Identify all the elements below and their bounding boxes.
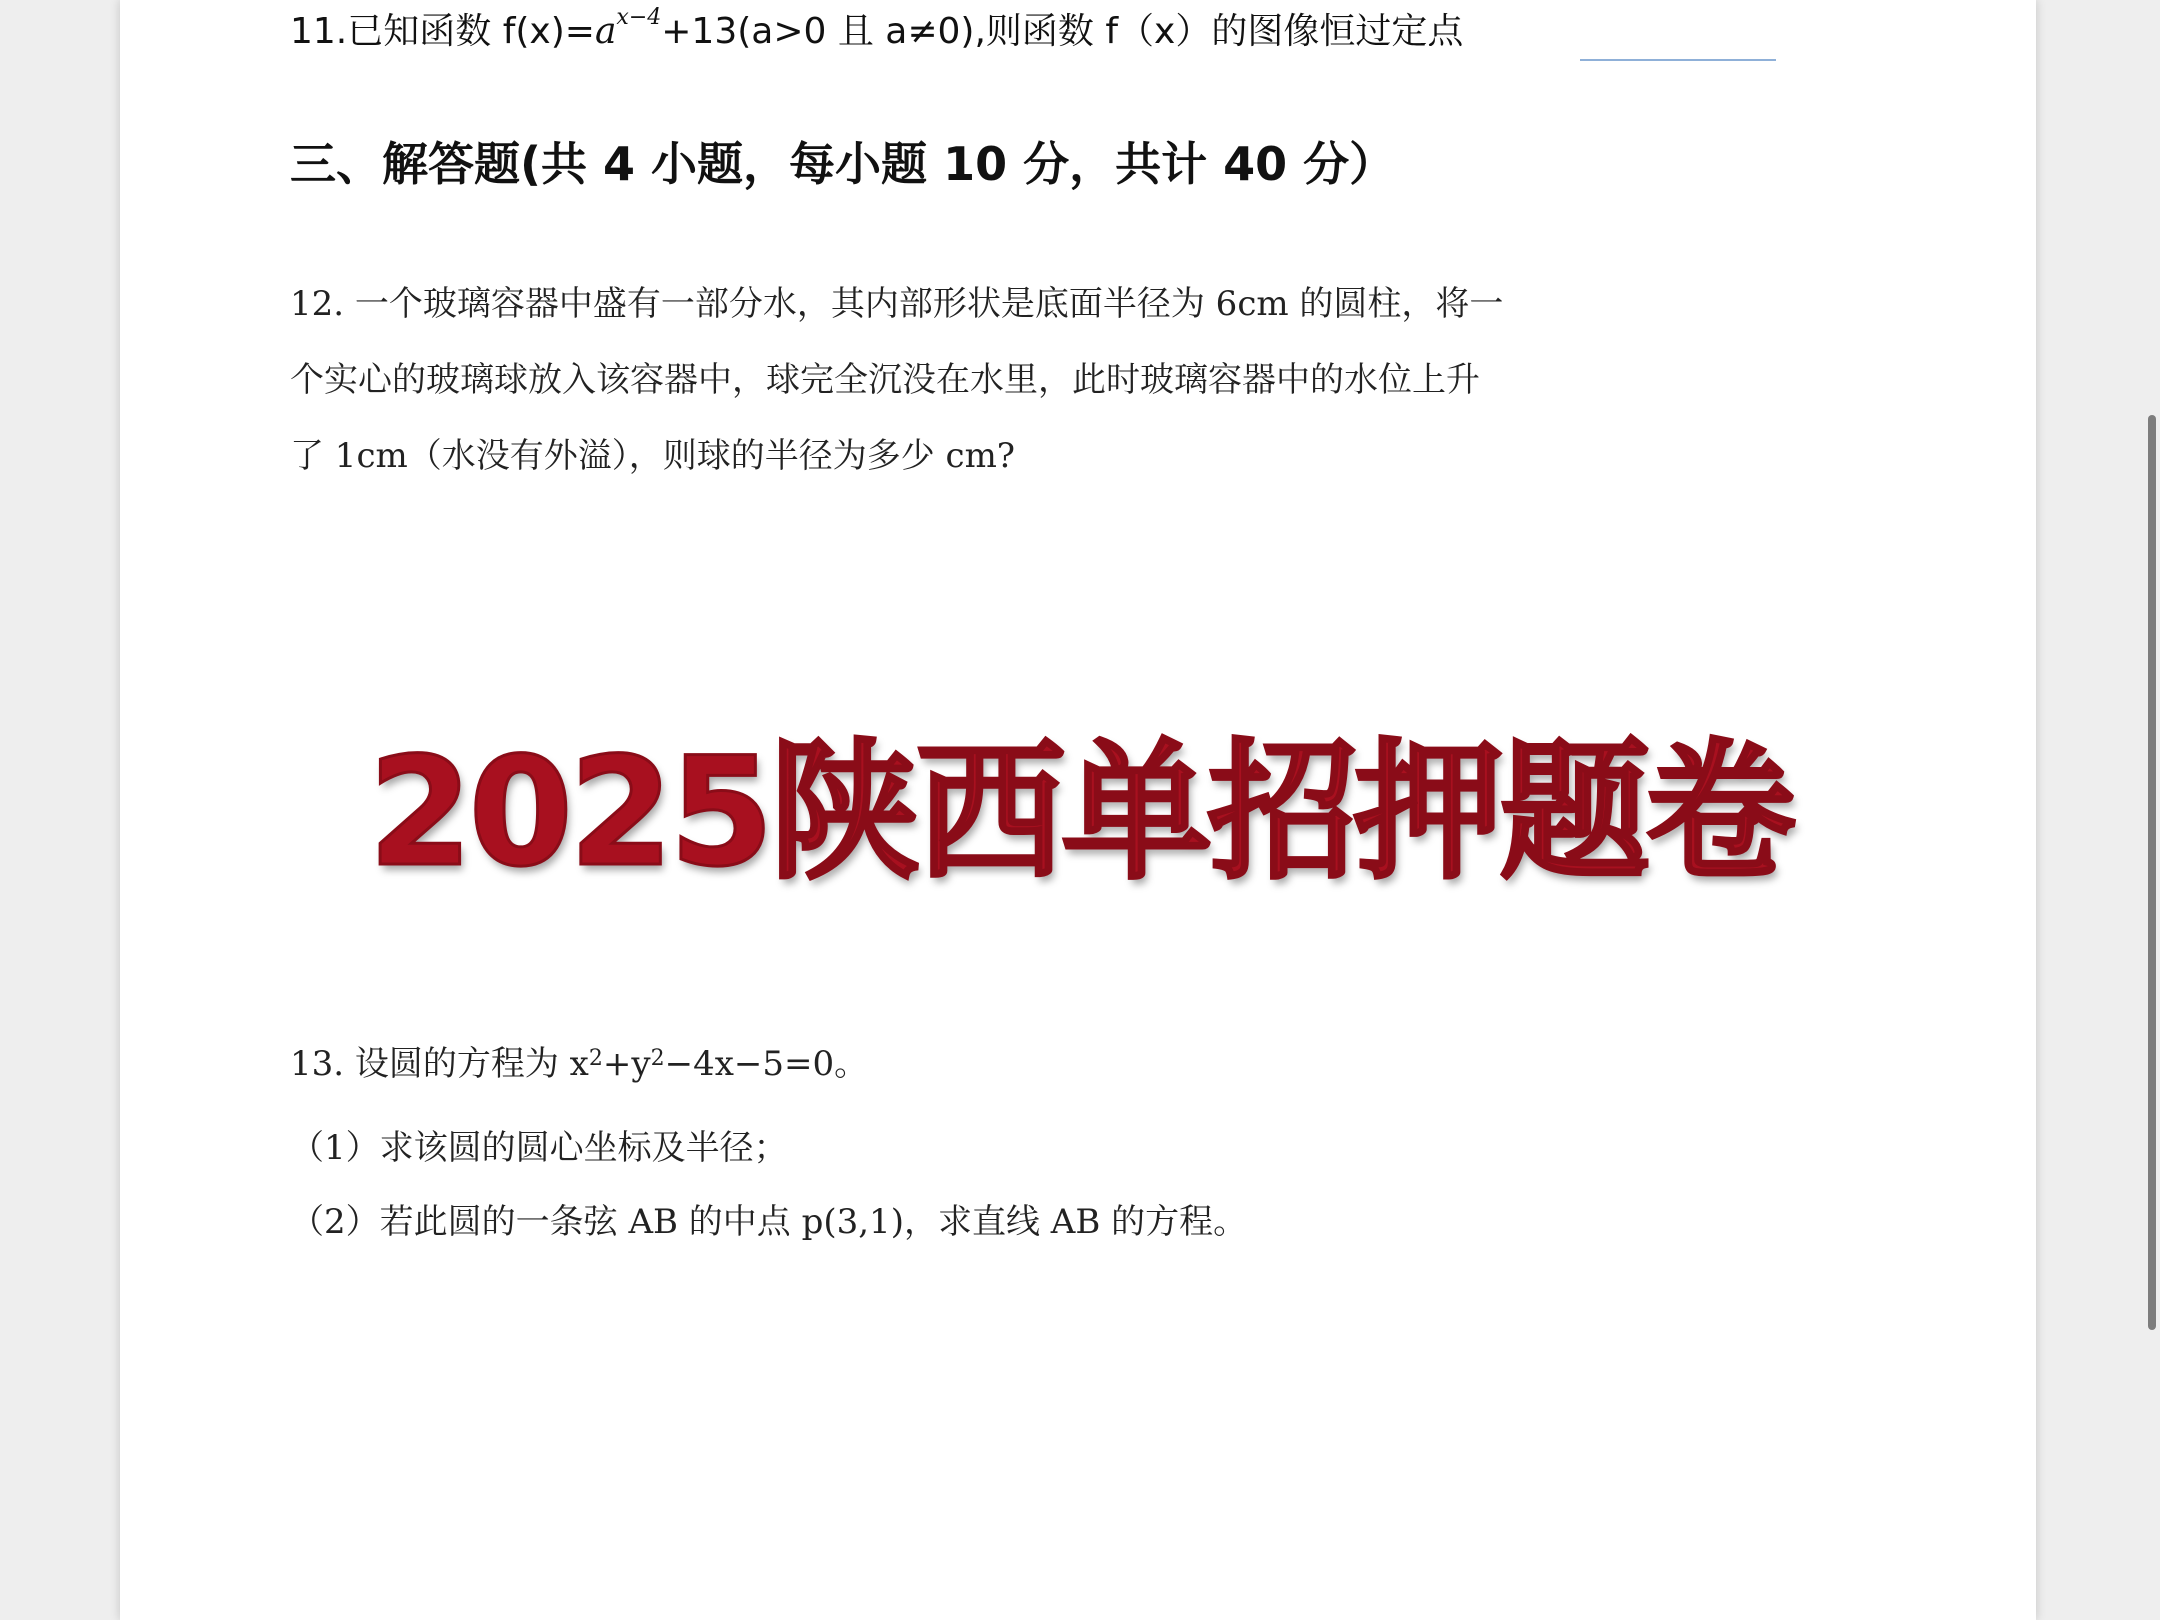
question-13-stem-suffix: −4x−5=0。	[664, 1044, 869, 1084]
power-base: a	[594, 11, 617, 52]
vertical-scrollbar[interactable]	[2142, 0, 2160, 1620]
question-11	[290, 0, 1790, 52]
answer-blank-line	[1580, 59, 1776, 61]
question-11-suffix: +13(a>0 且 a≠0),则函数 f（x）的图像恒过定点	[661, 11, 1464, 52]
question-11-prefix: 11.已知函数 f(x)=	[290, 11, 595, 52]
superscript-2: 2	[650, 1046, 665, 1071]
question-13	[290, 1032, 1750, 1242]
watermark-banner: 2025陕西单招押题卷	[368, 726, 1792, 900]
question-13-part-1: （1）求该圆的圆心坐标及半径；	[290, 1128, 788, 1168]
question-12-line: 个实心的玻璃球放入该容器中，球完全沉没在水里，此时玻璃容器中的水位上升	[290, 360, 1480, 400]
section-title: 三、解答题(共 4 小题，每小题 10 分，共计 40 分）	[290, 137, 1396, 191]
power-exponent: x−4	[616, 5, 662, 30]
scrollbar-thumb[interactable]	[2148, 415, 2156, 1330]
question-12-line: 12. 一个玻璃容器中盛有一部分水，其内部形状是底面半径为 6cm 的圆柱，将一	[290, 284, 1504, 324]
question-12-line: 了 1cm（水没有外溢），则球的半径为多少 cm?	[290, 436, 1016, 476]
question-13-stem-prefix: 13. 设圆的方程为 x	[290, 1044, 589, 1084]
superscript-2: 2	[588, 1046, 603, 1071]
power-expression	[594, 5, 662, 52]
question-13-stem-mid: +y	[602, 1044, 651, 1084]
question-12	[290, 266, 1750, 494]
question-13-stem	[290, 1032, 1750, 1101]
question-13-part-2: （2）若此圆的一条弦 AB 的中点 p(3,1)，求直线 AB 的方程。	[290, 1202, 1248, 1242]
